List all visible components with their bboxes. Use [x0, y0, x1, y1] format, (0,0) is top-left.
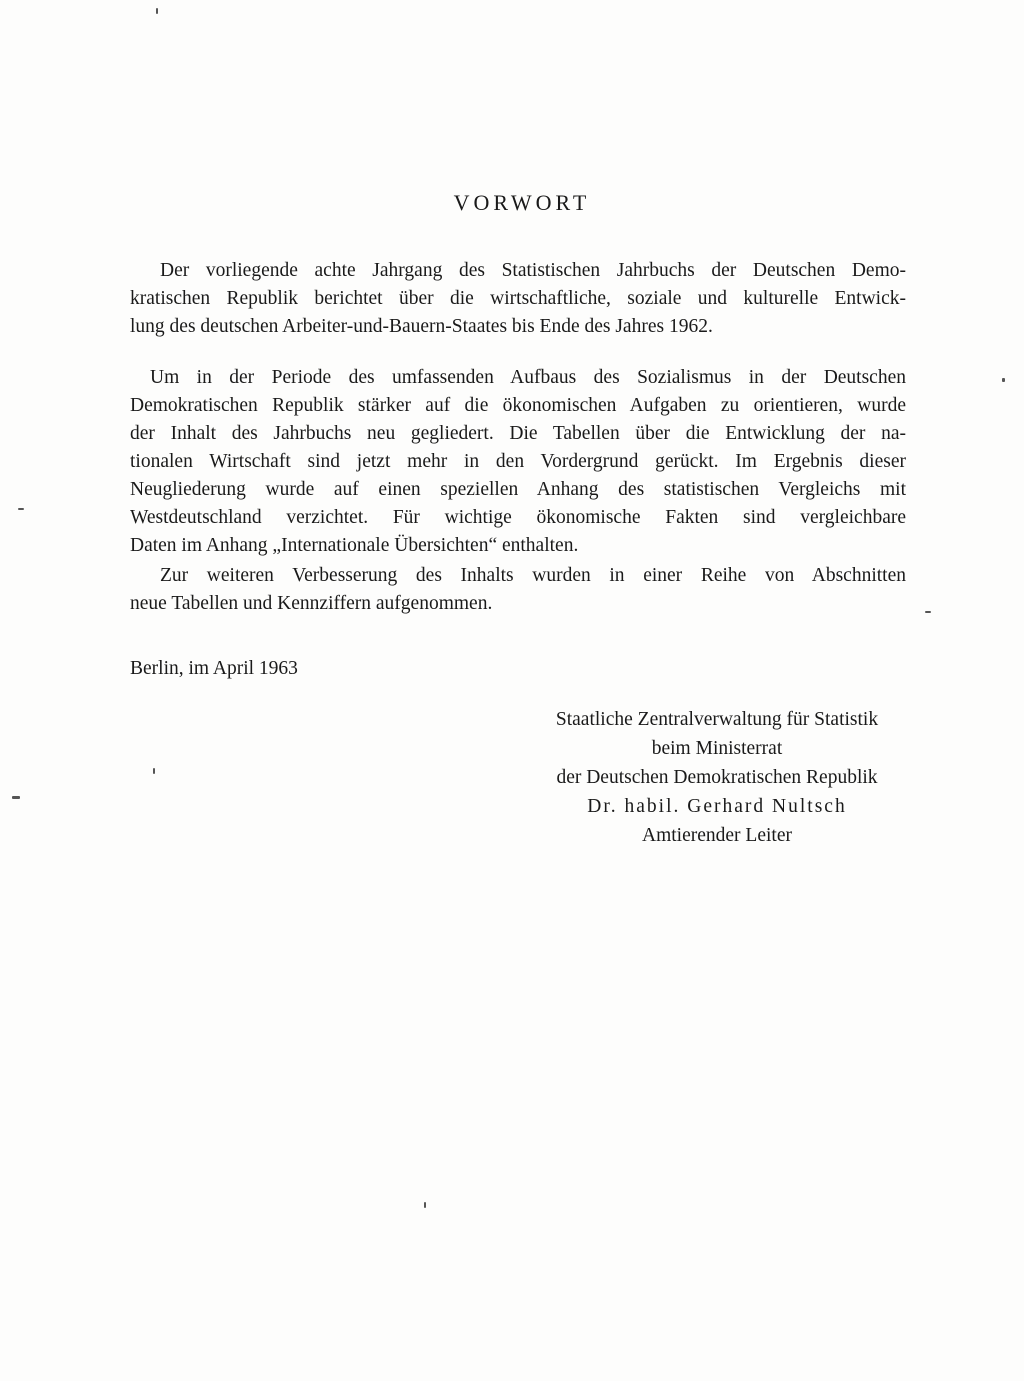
page-title: VORWORT	[453, 190, 591, 215]
paragraph-line: Zur weiteren Verbesserung des Inhalts wurden in einer Reihe von Abschnitten	[160, 565, 906, 586]
paragraph-line: tionalen Wirtschaft sind jetzt mehr in den Vordergrund gerückt. Im Ergebnis dieser	[130, 451, 906, 472]
paragraph-line: Neugliederung wurde auf einen speziellen Anhang des statistischen Vergleichs mit	[130, 479, 906, 500]
scan-speck	[12, 796, 20, 799]
signature-department: beim Ministerrat	[651, 738, 783, 759]
paragraph-line: neue Tabellen und Kennziffern aufgenommen.	[130, 593, 493, 614]
signature-country: der Deutschen Demokratischen Republik	[556, 767, 878, 788]
signature-institution: Staatliche Zentralverwaltung für Statistik	[555, 709, 879, 730]
signature-block	[480, 705, 954, 850]
paragraph-3	[130, 562, 906, 618]
scan-speck	[153, 768, 155, 774]
paragraph-line: Um in der Periode des umfassenden Aufbaus des Sozialismus in der Deutschen	[150, 367, 906, 388]
paragraph-line: lung des deutschen Arbeiter-und-Bauern-Staates bis Ende des Jahres 1962.	[130, 316, 713, 337]
paragraph-line: Der vorliegende achte Jahrgang des Statistischen Jahrbuchs der Deutschen Demo-	[160, 260, 906, 281]
scan-speck	[925, 611, 931, 613]
paragraph-line: Westdeutschland verzichtet. Für wichtige ökonomische Fakten sind vergleichbare	[130, 507, 906, 528]
paragraph-2	[130, 364, 906, 560]
paragraph-line: kratischen Republik berichtet über die wirtschaftliche, soziale und kulturelle Entwick-	[130, 288, 906, 309]
signature-name: Dr. habil. Gerhard Nultsch	[587, 796, 847, 817]
scan-speck	[18, 508, 24, 510]
paragraph-line: Daten im Anhang „Internationale Übersichten“ enthalten.	[130, 535, 579, 556]
scan-speck	[424, 1202, 426, 1208]
scan-speck	[156, 8, 158, 14]
scan-speck	[1002, 378, 1005, 382]
signature-role: Amtierender Leiter	[642, 825, 792, 846]
paragraph-line: der Inhalt des Jahrbuchs neu gegliedert. Die Tabellen über die Entwicklung der na-	[130, 423, 906, 444]
paragraph-line: Demokratischen Republik stärker auf die ökonomischen Aufgaben zu orientieren, wurde	[130, 395, 906, 416]
paragraph-1	[130, 257, 906, 341]
place-and-date: Berlin, im April 1963	[130, 658, 298, 679]
